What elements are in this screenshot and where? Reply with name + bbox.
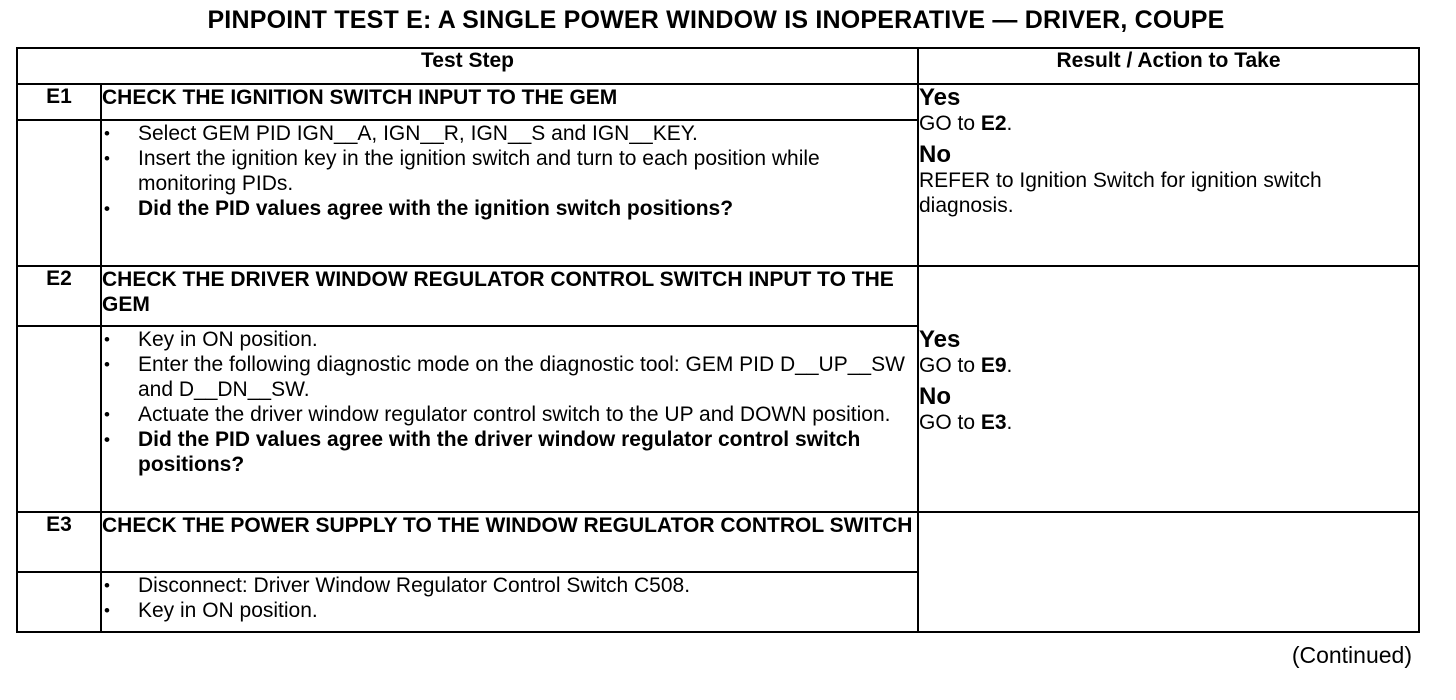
yes-action: GO to E2. <box>919 112 1013 135</box>
list-item: • Actuate the driver window regulator control switch to the UP and DOWN position. <box>102 402 917 427</box>
yes-label: Yes <box>919 84 961 111</box>
step-title-row <box>17 266 1419 326</box>
list-item: • Key in ON position. <box>102 327 917 352</box>
step-id-blank <box>17 120 101 266</box>
step-body <box>101 326 918 512</box>
step-result <box>918 512 1419 632</box>
step-id: E2 <box>17 266 101 326</box>
no-label: No <box>919 141 951 168</box>
no-action: REFER to Ignition Switch for ignition switch diagnosis. <box>919 169 1322 217</box>
step-title-row <box>17 512 1419 572</box>
list-item: • Enter the following diagnostic mode on the diagnostic tool: GEM PID D__UP__SW and D__DN__SW. <box>102 352 917 402</box>
step-result <box>918 84 1419 266</box>
header-test-step: Test Step <box>17 48 918 84</box>
step-title: CHECK THE IGNITION SWITCH INPUT TO THE GEM <box>101 84 918 120</box>
no-label: No <box>919 383 951 410</box>
no-action: GO to E3. <box>919 411 1013 434</box>
step-id-blank <box>17 326 101 512</box>
step-title: CHECK THE DRIVER WINDOW REGULATOR CONTROL SWITCH INPUT TO THE GEM <box>101 266 918 326</box>
yes-action: GO to E9. <box>919 354 1013 377</box>
step-question: • Did the PID values agree with the ignition switch positions? <box>102 196 917 221</box>
pinpoint-test-table <box>16 47 1420 633</box>
header-result: Result / Action to Take <box>918 48 1419 84</box>
list-item: • Select GEM PID IGN__A, IGN__R, IGN__S and IGN__KEY. <box>102 121 917 146</box>
step-title-row <box>17 84 1419 120</box>
step-title: CHECK THE POWER SUPPLY TO THE WINDOW REGULATOR CONTROL SWITCH <box>101 512 918 572</box>
continued-note: (Continued) <box>1291 642 1412 668</box>
step-result <box>918 266 1419 512</box>
step-id: E1 <box>17 84 101 120</box>
table-header-row <box>17 48 1419 84</box>
page-title: PINPOINT TEST E: A SINGLE POWER WINDOW IS INOPERATIVE — DRIVER, COUPE <box>207 6 1225 34</box>
step-id: E3 <box>17 512 101 572</box>
yes-label: Yes <box>919 326 961 353</box>
list-item: • Insert the ignition key in the ignition switch and turn to each position while monitoring PIDs. <box>102 146 917 196</box>
list-item: • Disconnect: Driver Window Regulator Control Switch C508. <box>102 573 917 598</box>
step-question: • Did the PID values agree with the driver window regulator control switch positions? <box>102 427 917 477</box>
step-id-blank <box>17 572 101 632</box>
list-item: • Key in ON position. <box>102 598 917 623</box>
step-body <box>101 120 918 266</box>
step-body <box>101 572 918 632</box>
